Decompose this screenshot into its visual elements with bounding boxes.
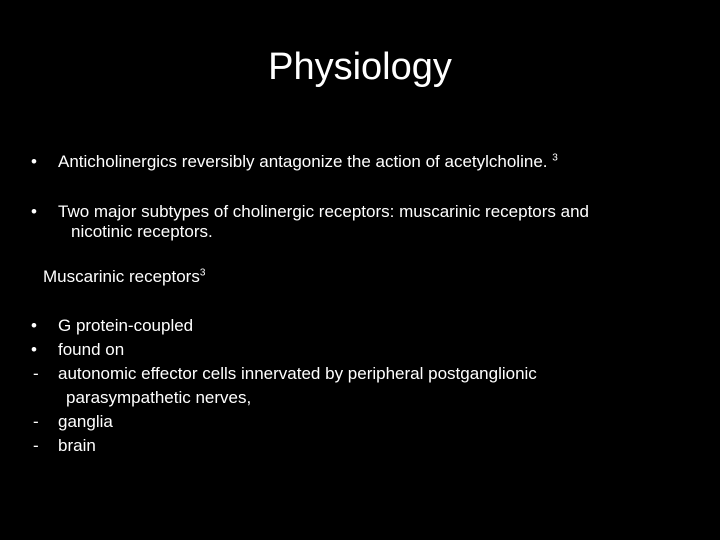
- bullet-marker: •: [31, 316, 37, 335]
- list-item-text: ganglia: [58, 412, 113, 431]
- bullet-marker: •: [31, 202, 37, 221]
- bullet-text: Anticholinergics reversibly antagonize the action of acetylcholine.: [58, 152, 548, 171]
- dash-marker: -: [33, 436, 39, 455]
- dash-marker: -: [33, 412, 39, 431]
- section-heading: [43, 266, 205, 287]
- list-item-continuation: parasympathetic nerves,: [66, 388, 252, 407]
- list-item-text: autonomic effector cells innervated by peripheral postganglionic: [58, 364, 537, 383]
- bullet-continuation: nicotinic receptors.: [71, 222, 213, 241]
- bullet-marker: •: [31, 152, 37, 171]
- bullet-marker: •: [31, 340, 37, 359]
- reference-superscript: 3: [199, 267, 206, 279]
- section-heading-text: Muscarinic receptors: [43, 267, 200, 286]
- list-item-text: found on: [58, 340, 125, 359]
- list-item-text: brain: [58, 436, 96, 455]
- slide-title: Physiology: [268, 46, 452, 88]
- dash-marker: -: [33, 364, 39, 383]
- bullet-text: Two major subtypes of cholinergic receptors: muscarinic receptors and: [58, 202, 590, 221]
- list-item-text: G protein-coupled: [58, 316, 194, 335]
- reference-superscript: 3: [552, 152, 558, 164]
